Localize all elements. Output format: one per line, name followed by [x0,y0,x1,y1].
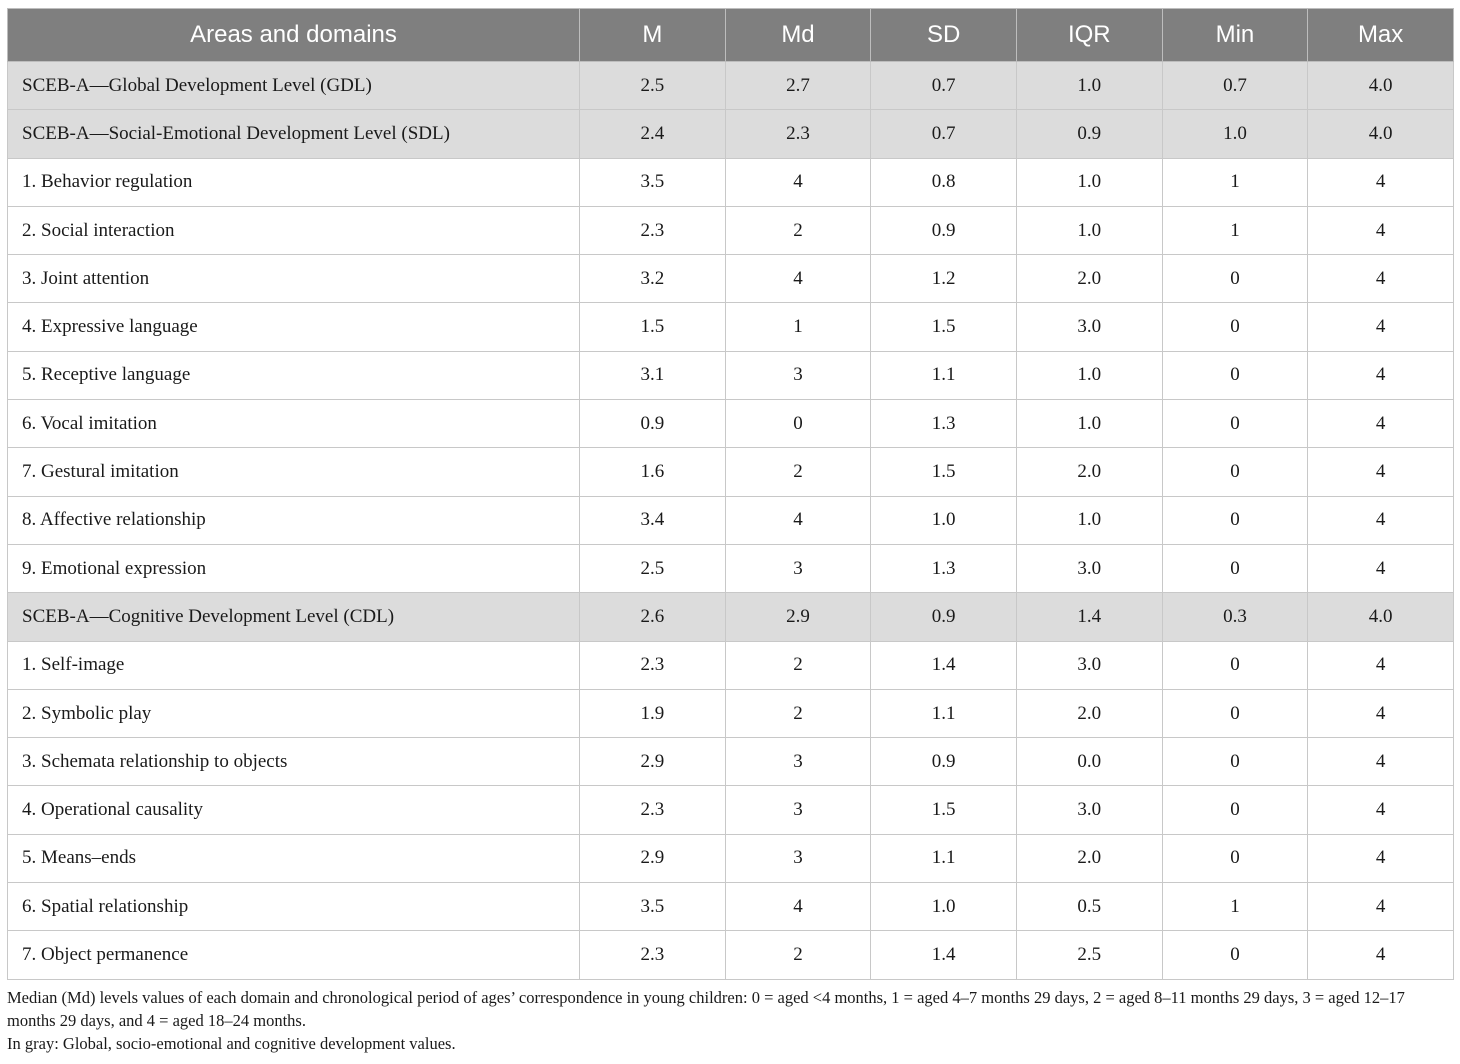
cell-min: 0 [1162,834,1308,882]
row-label: 3. Joint attention [8,255,580,303]
cell-iqr: 3.0 [1016,544,1162,592]
row-label: SCEB-A—Social-Emotional Development Level (SDL) [8,110,580,158]
column-header-md: Md [725,9,871,62]
cell-max: 4 [1308,786,1454,834]
cell-iqr: 0.5 [1016,883,1162,931]
cell-sd: 0.9 [871,593,1017,641]
cell-m: 1.6 [580,448,726,496]
cell-m: 2.5 [580,544,726,592]
cell-md: 1 [725,303,871,351]
cell-max: 4.0 [1308,62,1454,110]
cell-sd: 1.4 [871,641,1017,689]
cell-sd: 1.0 [871,883,1017,931]
cell-iqr: 2.0 [1016,448,1162,496]
cell-md: 2.7 [725,62,871,110]
column-header-areas-and-domains: Areas and domains [8,9,580,62]
cell-min: 0 [1162,496,1308,544]
summary-row [8,62,1454,110]
cell-min: 1 [1162,206,1308,254]
table-row [8,931,1454,979]
row-label: 4. Expressive language [8,303,580,351]
data-table-container [7,8,1453,980]
summary-row [8,110,1454,158]
cell-md: 3 [725,544,871,592]
cell-iqr: 1.0 [1016,496,1162,544]
cell-m: 3.4 [580,496,726,544]
cell-md: 2 [725,689,871,737]
cell-md: 2 [725,931,871,979]
cell-min: 0 [1162,255,1308,303]
cell-md: 4 [725,883,871,931]
cell-min: 0 [1162,303,1308,351]
cell-iqr: 3.0 [1016,303,1162,351]
table-row [8,158,1454,206]
cell-md: 4 [725,496,871,544]
cell-max: 4 [1308,158,1454,206]
cell-min: 0 [1162,641,1308,689]
cell-max: 4 [1308,544,1454,592]
table-row [8,641,1454,689]
cell-sd: 1.1 [871,834,1017,882]
cell-iqr: 1.0 [1016,62,1162,110]
table-row [8,400,1454,448]
table-row [8,883,1454,931]
row-label: 8. Affective relationship [8,496,580,544]
cell-sd: 1.1 [871,351,1017,399]
cell-iqr: 1.0 [1016,400,1162,448]
cell-sd: 0.7 [871,110,1017,158]
cell-m: 3.5 [580,883,726,931]
table-row [8,738,1454,786]
cell-iqr: 3.0 [1016,786,1162,834]
cell-min: 1 [1162,883,1308,931]
cell-max: 4 [1308,206,1454,254]
row-label: 1. Self-image [8,641,580,689]
cell-sd: 1.1 [871,689,1017,737]
table-row [8,689,1454,737]
cell-m: 0.9 [580,400,726,448]
cell-min: 0 [1162,786,1308,834]
cell-sd: 1.4 [871,931,1017,979]
cell-max: 4 [1308,883,1454,931]
cell-iqr: 1.0 [1016,158,1162,206]
cell-m: 3.1 [580,351,726,399]
cell-max: 4 [1308,448,1454,496]
row-label: 4. Operational causality [8,786,580,834]
cell-sd: 1.3 [871,544,1017,592]
cell-iqr: 0.0 [1016,738,1162,786]
cell-m: 2.3 [580,206,726,254]
cell-md: 2 [725,641,871,689]
cell-sd: 0.7 [871,62,1017,110]
cell-min: 0 [1162,544,1308,592]
column-header-m: M [580,9,726,62]
cell-md: 2.9 [725,593,871,641]
cell-m: 3.5 [580,158,726,206]
cell-md: 4 [725,158,871,206]
cell-sd: 1.2 [871,255,1017,303]
cell-iqr: 1.4 [1016,593,1162,641]
cell-md: 0 [725,400,871,448]
column-header-iqr: IQR [1016,9,1162,62]
cell-max: 4 [1308,400,1454,448]
cell-iqr: 3.0 [1016,641,1162,689]
cell-min: 0 [1162,738,1308,786]
column-header-max: Max [1308,9,1454,62]
cell-m: 2.3 [580,931,726,979]
cell-m: 2.3 [580,786,726,834]
row-label: SCEB-A—Global Development Level (GDL) [8,62,580,110]
summary-row [8,593,1454,641]
cell-m: 1.5 [580,303,726,351]
cell-max: 4.0 [1308,593,1454,641]
cell-sd: 1.0 [871,496,1017,544]
footnote-gray-note: In gray: Global, socio-emotional and cognitive development values. [7,1034,456,1053]
cell-max: 4 [1308,496,1454,544]
cell-md: 3 [725,351,871,399]
table-header [8,9,1454,62]
cell-sd: 1.5 [871,786,1017,834]
table-row [8,303,1454,351]
cell-md: 3 [725,738,871,786]
cell-m: 2.9 [580,738,726,786]
cell-iqr: 2.5 [1016,931,1162,979]
cell-m: 2.5 [580,62,726,110]
cell-sd: 1.5 [871,448,1017,496]
footnote-legend: Median (Md) levels values of each domain and chronological period of ages’ correspondence in young children: 0 = aged <4 months, 1 = aged 4–7 months 29 days, 2 = aged 8–11 months 29 days, 3 = aged 12–17 months 29 days, and 4 = aged 18–24 months. [7,988,1405,1030]
cell-sd: 1.3 [871,400,1017,448]
row-label: 7. Object permanence [8,931,580,979]
cell-max: 4 [1308,689,1454,737]
cell-md: 2 [725,206,871,254]
table-row [8,448,1454,496]
cell-min: 0 [1162,351,1308,399]
cell-max: 4 [1308,834,1454,882]
cell-m: 2.9 [580,834,726,882]
cell-max: 4 [1308,931,1454,979]
table-row [8,255,1454,303]
cell-iqr: 0.9 [1016,110,1162,158]
row-label: 6. Spatial relationship [8,883,580,931]
cell-sd: 0.9 [871,738,1017,786]
table-row [8,496,1454,544]
cell-m: 2.6 [580,593,726,641]
development-levels-table [7,8,1454,980]
cell-min: 0 [1162,448,1308,496]
table-row [8,786,1454,834]
cell-max: 4 [1308,255,1454,303]
cell-iqr: 2.0 [1016,255,1162,303]
row-label: SCEB-A—Cognitive Development Level (CDL) [8,593,580,641]
table-row [8,351,1454,399]
cell-max: 4 [1308,641,1454,689]
cell-min: 0.7 [1162,62,1308,110]
cell-min: 1 [1162,158,1308,206]
cell-min: 1.0 [1162,110,1308,158]
cell-iqr: 2.0 [1016,834,1162,882]
cell-iqr: 2.0 [1016,689,1162,737]
cell-m: 3.2 [580,255,726,303]
cell-sd: 1.5 [871,303,1017,351]
cell-md: 3 [725,786,871,834]
table-footnote [7,986,1457,1055]
column-header-sd: SD [871,9,1017,62]
cell-sd: 0.8 [871,158,1017,206]
cell-m: 1.9 [580,689,726,737]
cell-max: 4.0 [1308,110,1454,158]
row-label: 5. Means–ends [8,834,580,882]
cell-max: 4 [1308,351,1454,399]
cell-min: 0 [1162,400,1308,448]
cell-max: 4 [1308,738,1454,786]
cell-iqr: 1.0 [1016,206,1162,254]
cell-md: 2.3 [725,110,871,158]
cell-min: 0.3 [1162,593,1308,641]
row-label: 5. Receptive language [8,351,580,399]
table-row [8,834,1454,882]
cell-m: 2.3 [580,641,726,689]
cell-md: 3 [725,834,871,882]
cell-max: 4 [1308,303,1454,351]
table-row [8,544,1454,592]
row-label: 7. Gestural imitation [8,448,580,496]
row-label: 3. Schemata relationship to objects [8,738,580,786]
cell-iqr: 1.0 [1016,351,1162,399]
table-row [8,206,1454,254]
table-body [8,62,1454,980]
cell-sd: 0.9 [871,206,1017,254]
row-label: 1. Behavior regulation [8,158,580,206]
row-label: 9. Emotional expression [8,544,580,592]
cell-min: 0 [1162,689,1308,737]
row-label: 2. Symbolic play [8,689,580,737]
cell-min: 0 [1162,931,1308,979]
cell-md: 4 [725,255,871,303]
cell-md: 2 [725,448,871,496]
column-header-min: Min [1162,9,1308,62]
row-label: 6. Vocal imitation [8,400,580,448]
row-label: 2. Social interaction [8,206,580,254]
header-row [8,9,1454,62]
cell-m: 2.4 [580,110,726,158]
